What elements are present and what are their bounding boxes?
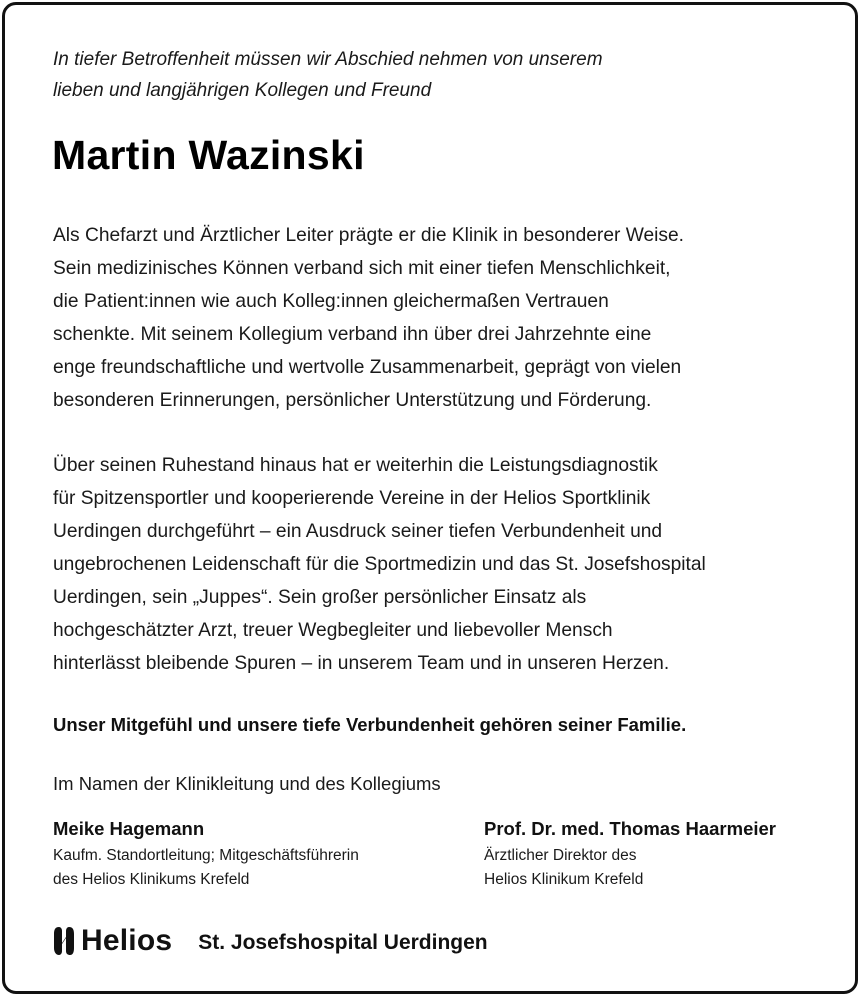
text-line: die Patient:innen wie auch Kolleg:innen gleichermaßen Vertrauen xyxy=(53,291,609,312)
text-line: hochgeschätzter Arzt, treuer Wegbegleiter und liebevoller Mensch xyxy=(53,620,613,641)
signature-intro: Im Namen der Klinikleitung und des Kollegiums xyxy=(53,773,441,794)
text-line: Uerdingen, sein „Juppes“. Sein großer persönlicher Einsatz als xyxy=(53,587,587,608)
signatory-name: Meike Hagemann xyxy=(53,818,205,839)
brand-name: Helios xyxy=(81,924,173,957)
text-line: Uerdingen durchgeführt – ein Ausdruck seiner tiefen Verbundenheit und xyxy=(53,521,663,542)
signatory-2 xyxy=(484,818,776,892)
text-line: schenkte. Mit seinem Kollegium verband ihn über drei Jahrzehnte eine xyxy=(53,324,652,345)
text-line: besonderen Erinnerungen, persönlicher Unterstützung und Förderung. xyxy=(53,390,652,411)
intro-text xyxy=(53,44,603,106)
signatory-role: Kaufm. Standortleitung; Mitgeschäftsführerin xyxy=(53,847,359,864)
text-line: für Spitzensportler und kooperierende Vereine in der Helios Sportklinik xyxy=(53,488,651,509)
condolence-statement: Unser Mitgefühl und unsere tiefe Verbundenheit gehören seiner Familie. xyxy=(53,714,687,735)
signatory-name: Prof. Dr. med. Thomas Haarmeier xyxy=(484,818,776,839)
signatory-role: des Helios Klinikums Krefeld xyxy=(53,871,250,888)
intro-line: lieben und langjährigen Kollegen und Freund xyxy=(53,80,432,101)
signatory-1 xyxy=(53,818,359,892)
signatory-role: Ärztlicher Direktor des xyxy=(484,847,637,864)
signatory-role: Helios Klinikum Krefeld xyxy=(484,871,644,888)
text-line: Über seinen Ruhestand hinaus hat er weiterhin die Leistungsdiagnostik xyxy=(53,455,658,476)
hospital-name: St. Josefshospital Uerdingen xyxy=(198,931,488,954)
text-line: Als Chefarzt und Ärztlicher Leiter prägte er die Klinik in besonderer Weise. xyxy=(53,225,685,246)
deceased-name: Martin Wazinski xyxy=(52,132,365,178)
paragraph-1 xyxy=(53,219,684,417)
helios-logo-icon xyxy=(53,925,75,957)
text-line: Sein medizinisches Können verband sich mit einer tiefen Menschlichkeit, xyxy=(53,258,671,279)
paragraph-2 xyxy=(53,449,706,680)
intro-line: In tiefer Betroffenheit müssen wir Abschied nehmen von unserem xyxy=(53,49,603,70)
text-line: enge freundschaftliche und wertvolle Zusammenarbeit, geprägt von vielen xyxy=(53,357,682,378)
footer-logo xyxy=(53,924,488,958)
text-line: hinterlässt bleibende Spuren – in unserem Team und in unseren Herzen. xyxy=(53,653,670,674)
text-line: ungebrochenen Leidenschaft für die Sportmedizin und das St. Josefshospital xyxy=(53,554,706,575)
